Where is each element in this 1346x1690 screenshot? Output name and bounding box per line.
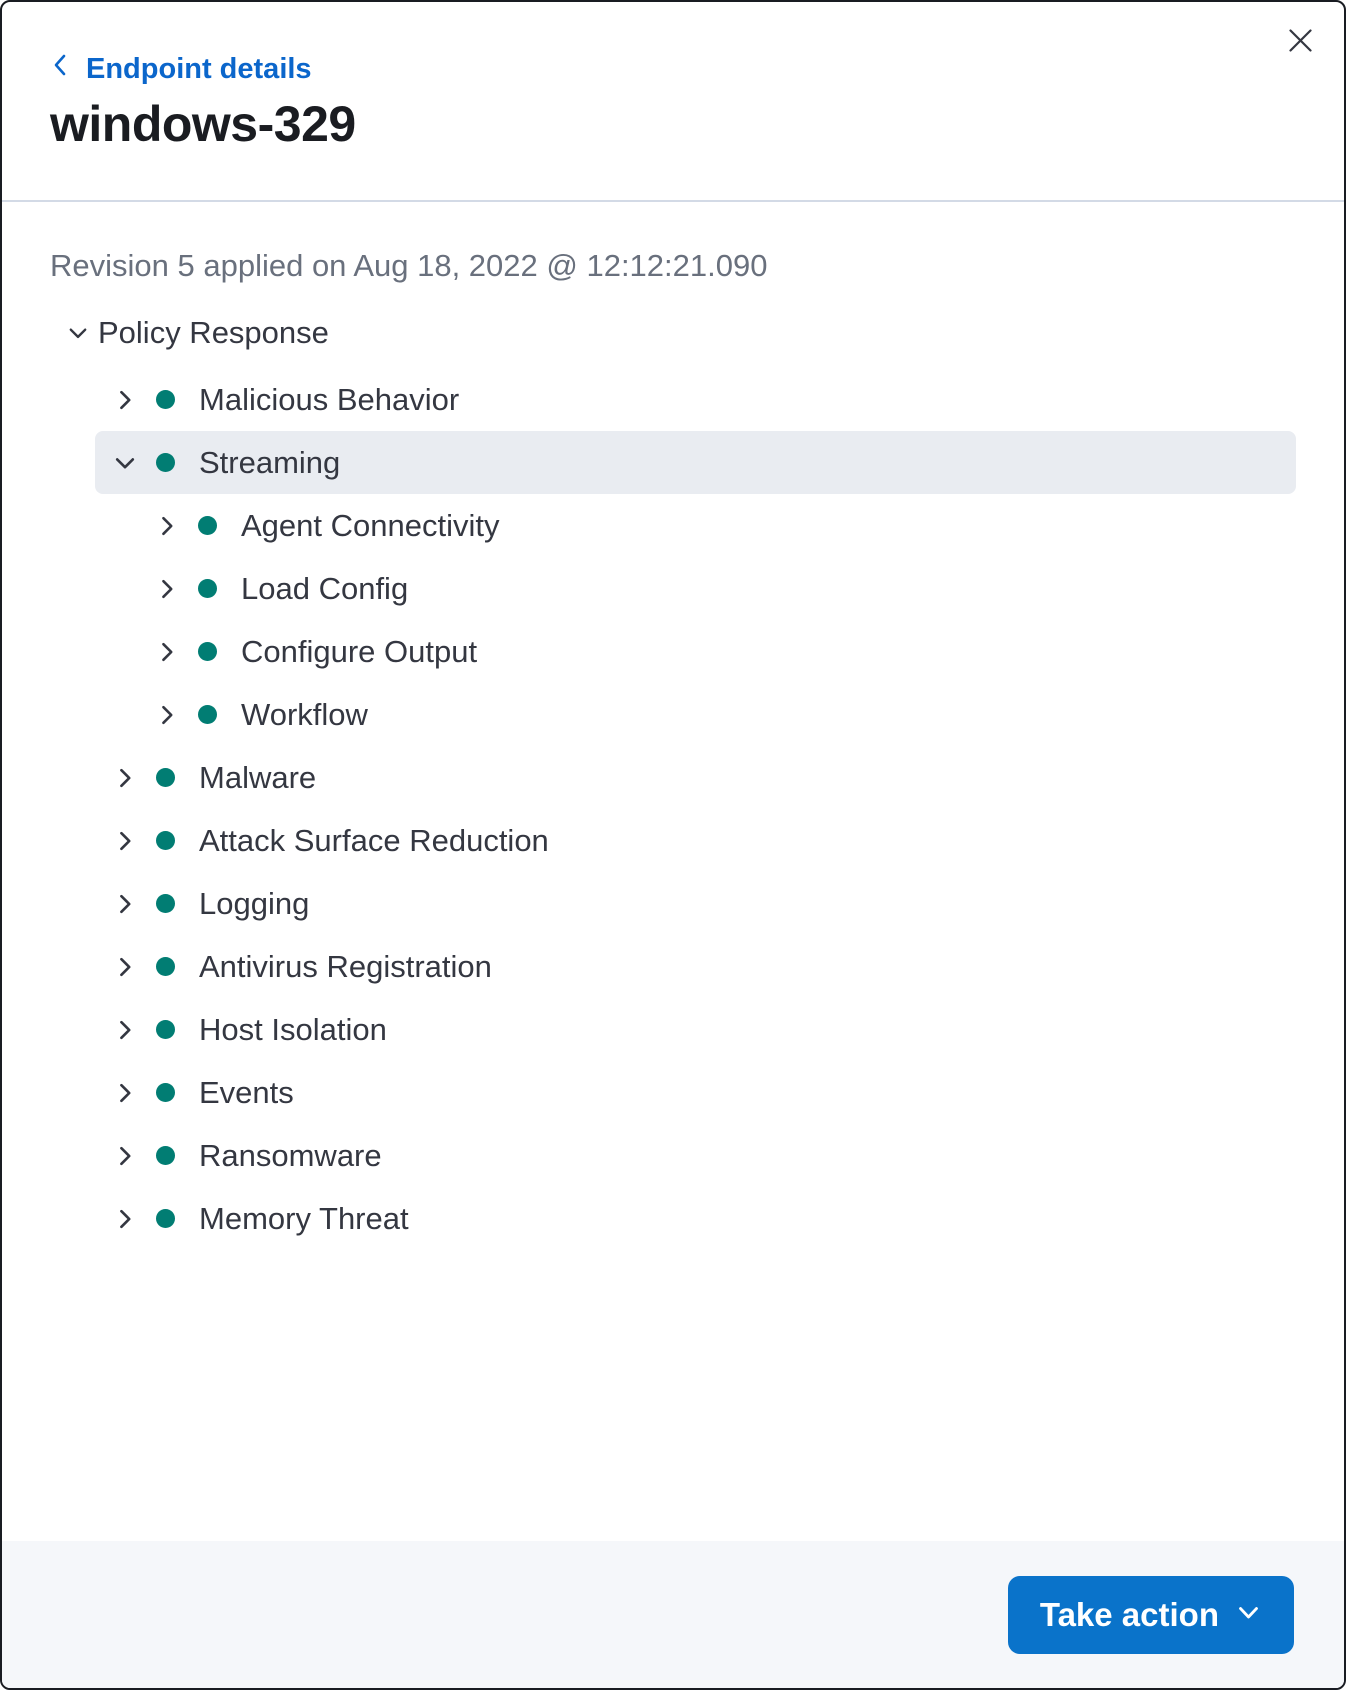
tree-item[interactable] (95, 935, 1296, 998)
status-dot-icon (155, 453, 175, 473)
chevron-down-icon (1235, 1596, 1262, 1634)
tree-item[interactable] (95, 368, 1296, 431)
chevron-right-icon (112, 1017, 138, 1043)
tree-root-policy-response[interactable] (50, 310, 1296, 356)
tree-item-label: Ransomware (199, 1137, 382, 1173)
chevron-right-icon (112, 387, 138, 413)
close-button[interactable] (1276, 18, 1324, 66)
status-dot-icon (155, 1146, 175, 1166)
tree-item[interactable] (95, 683, 1296, 746)
tree-item-label: Malware (199, 759, 317, 795)
tree-item-label: Attack Surface Reduction (199, 822, 549, 858)
status-dot-icon (197, 642, 217, 662)
status-dot-icon (155, 1083, 175, 1103)
tree-item-label: Logging (199, 885, 310, 921)
chevron-right-icon (112, 1143, 138, 1169)
tree-item[interactable] (95, 872, 1296, 935)
chevron-right-icon (112, 954, 138, 980)
tree-item[interactable] (95, 1061, 1296, 1124)
page-title: windows-329 (50, 96, 356, 152)
back-link-label: Endpoint details (86, 53, 312, 85)
status-dot-icon (155, 831, 175, 851)
tree-item[interactable] (95, 494, 1296, 557)
status-dot-icon (155, 1020, 175, 1040)
status-dot-icon (155, 894, 175, 914)
chevron-left-icon (50, 52, 70, 86)
chevron-right-icon (112, 828, 138, 854)
tree-item-label: Load Config (241, 570, 409, 606)
tree-item-label: Host Isolation (199, 1011, 387, 1047)
take-action-button[interactable] (1008, 1576, 1294, 1654)
status-dot-icon (155, 1209, 175, 1229)
chevron-right-icon (112, 891, 138, 917)
status-dot-icon (155, 768, 175, 788)
chevron-right-icon (154, 513, 180, 539)
status-dot-icon (197, 579, 217, 599)
tree-item-label: Streaming (199, 444, 341, 480)
tree-item-label: Configure Output (241, 633, 478, 669)
tree-item-label: Events (199, 1074, 294, 1110)
tree-item-label: Workflow (241, 696, 368, 732)
take-action-label: Take action (1039, 1595, 1219, 1633)
tree-item[interactable] (95, 746, 1296, 809)
status-dot-icon (155, 957, 175, 977)
chevron-right-icon (154, 639, 180, 665)
chevron-right-icon (112, 1206, 138, 1232)
flyout-footer (2, 1541, 1344, 1688)
chevron-down-icon (112, 450, 138, 476)
tree-item[interactable] (95, 1124, 1296, 1187)
tree-item[interactable] (95, 557, 1296, 620)
revision-text: Revision 5 applied on Aug 18, 2022 @ 12:12:21.090 (50, 248, 768, 283)
policy-response-tree (95, 368, 1296, 1250)
tree-item-label: Memory Threat (199, 1200, 409, 1236)
tree-item-label: Malicious Behavior (199, 381, 460, 417)
chevron-down-icon (66, 321, 90, 345)
status-dot-icon (197, 516, 217, 536)
chevron-right-icon (154, 702, 180, 728)
close-icon (1289, 29, 1312, 55)
back-link[interactable] (50, 52, 312, 86)
flyout-header (2, 2, 1344, 202)
chevron-right-icon (154, 576, 180, 602)
tree-item[interactable] (95, 809, 1296, 872)
tree-item[interactable] (95, 431, 1296, 494)
tree-item[interactable] (95, 998, 1296, 1061)
chevron-right-icon (112, 1080, 138, 1106)
flyout-body (2, 202, 1344, 1541)
status-dot-icon (155, 390, 175, 410)
tree-item-label: Agent Connectivity (241, 507, 500, 543)
tree-item-label: Antivirus Registration (199, 948, 492, 984)
tree-root-label: Policy Response (98, 315, 329, 350)
tree-item[interactable] (95, 620, 1296, 683)
status-dot-icon (197, 705, 217, 725)
tree-item[interactable] (95, 1187, 1296, 1250)
chevron-right-icon (112, 765, 138, 791)
